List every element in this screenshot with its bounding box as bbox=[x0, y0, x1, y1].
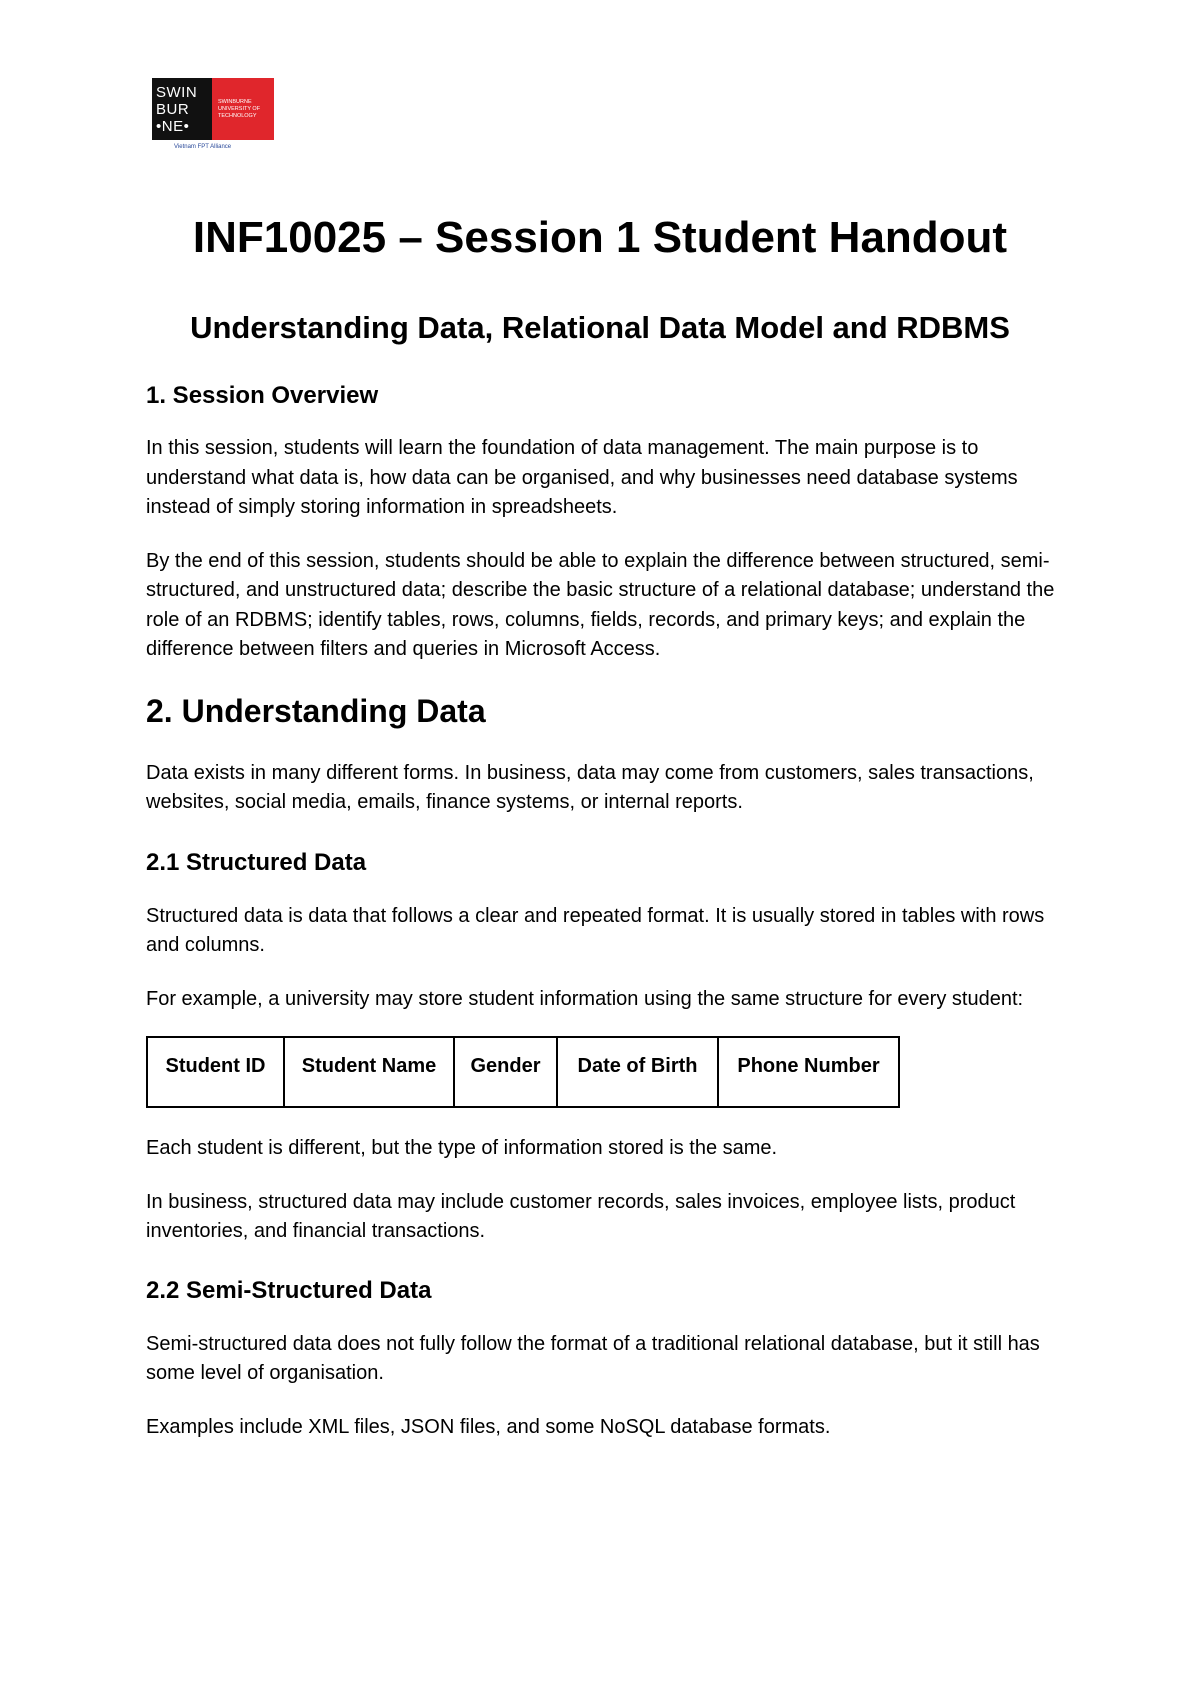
document-body bbox=[146, 380, 1066, 1442]
logo-text-line3: •NE• bbox=[156, 117, 190, 135]
paragraph-semi-1: Semi-structured data does not fully follow the format of a traditional relational database, but it still has some level of organisation. bbox=[146, 1332, 1040, 1384]
table-header-cell: Phone Number bbox=[718, 1037, 899, 1107]
paragraph-structured-1: Structured data is data that follows a clear and repeated format. It is usually stored in tables with rows and columns. bbox=[146, 904, 1045, 956]
paragraph-overview-2: By the end of this session, students should be able to explain the difference between structured, semi-structured, and unstructured data; describe the basic structure of a relational database; understand the role of an RDBMS; identify tables, rows, columns, fields, records, and primary keys; and explain the difference between filters and queries in Microsoft Access. bbox=[146, 549, 1055, 660]
document-title: INF10025 – Session 1 Student Handout bbox=[192, 213, 1008, 262]
university-logo bbox=[152, 78, 274, 158]
logo-black-block bbox=[152, 78, 212, 140]
logo-text-line2: BUR bbox=[156, 100, 190, 118]
logo-right-line3: TECHNOLOGY bbox=[218, 112, 257, 119]
paragraph-semi-2: Examples include XML files, JSON files, and some NoSQL database formats. bbox=[146, 1415, 831, 1438]
logo-mark bbox=[152, 78, 274, 140]
table-header-cell: Student ID bbox=[147, 1037, 284, 1107]
paragraph-understanding-1: Data exists in many different forms. In business, data may come from customers, sales transactions, websites, social media, emails, finance systems, or internal reports. bbox=[146, 761, 1034, 813]
paragraph-structured-4: In business, structured data may include customer records, sales invoices, employee lists, product inventories, and financial transactions. bbox=[146, 1190, 1016, 1242]
heading-structured-data: 2.1 Structured Data bbox=[146, 848, 367, 876]
table-header-cell: Student Name bbox=[284, 1037, 454, 1107]
logo-red-block bbox=[212, 78, 274, 140]
logo-right-line2: UNIVERSITY OF bbox=[218, 105, 261, 112]
table-header-row bbox=[147, 1037, 899, 1107]
student-structure-table bbox=[146, 1036, 900, 1108]
logo-right-line1: SWINBURNE bbox=[218, 98, 252, 105]
paragraph-structured-3: Each student is different, but the type of information stored is the same. bbox=[146, 1137, 778, 1159]
heading-semi-structured-data: 2.2 Semi-Structured Data bbox=[146, 1276, 432, 1304]
table-header-cell: Date of Birth bbox=[557, 1037, 718, 1107]
heading-session-overview: 1. Session Overview bbox=[146, 382, 379, 409]
logo-text-line1: SWIN bbox=[156, 83, 198, 101]
paragraph-structured-2: For example, a university may store student information using the same structure for every student: bbox=[146, 987, 1024, 1010]
document-subtitle: Understanding Data, Relational Data Model and RDBMS bbox=[190, 310, 1010, 345]
table-header-cell: Gender bbox=[454, 1037, 557, 1107]
logo-subtext: Vietnam FPT Alliance bbox=[174, 144, 232, 150]
paragraph-overview-1: In this session, students will learn the foundation of data management. The main purpose is to understand what data is, how data can be organised, and why businesses need database systems instead of simply storing information in spreadsheets. bbox=[146, 437, 1018, 518]
heading-understanding-data: 2. Understanding Data bbox=[146, 692, 486, 729]
